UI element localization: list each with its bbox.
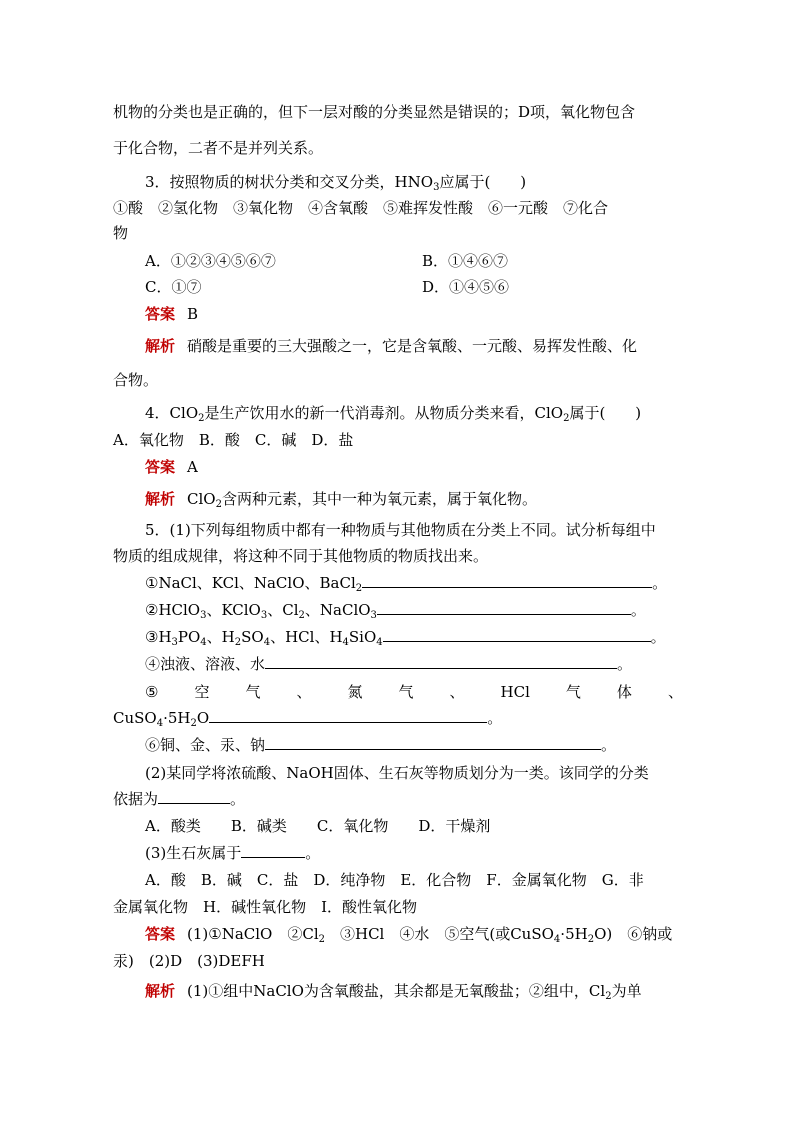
- q5-part-2-line-2: 依据为 。: [113, 790, 246, 808]
- q5-stem-line-2: 物质的组成规律，将这种不同于其他物质的物质找出来。: [113, 547, 489, 565]
- q3-answer: 答案 B: [145, 305, 199, 323]
- answer-blank[interactable]: [265, 735, 601, 750]
- token: 气: [245, 683, 261, 701]
- q3-options-row-1: [145, 251, 683, 271]
- token: ⑤: [145, 683, 159, 701]
- answer-blank[interactable]: [377, 600, 631, 615]
- token: 、: [449, 683, 465, 701]
- q5-stem-line-1: 5．(1)下列每组物质中都有一种物质与其他物质在分类上不同。试分析每组中: [145, 521, 656, 539]
- q5-part-3-options-line-2: 金属氧化物 H．碱性氧化物 I．酸性氧化物: [113, 898, 418, 916]
- token: 氮: [347, 683, 363, 701]
- q3-items-line-2: 物: [113, 224, 129, 242]
- q3-options-row-2: [145, 277, 683, 297]
- q3-analysis-line-1: 解析 硝酸是重要的三大强酸之一，它是含氧酸、一元酸、易挥发性酸、化: [145, 337, 638, 355]
- q5-group-3: $③H_3PO_4$、$H_2SO_4$、HCl、$H_4SiO_4$ 。: [145, 628, 666, 648]
- answer-blank[interactable]: [265, 654, 617, 669]
- token: 体: [616, 683, 632, 701]
- answer-blank[interactable]: [209, 708, 487, 723]
- q5-group-2: ②HClO$_3$、KClO$_3$、$Cl_2$、NaClO$_3$ 。: [145, 601, 646, 621]
- q5-answer-line-1: 答案 (1)①NaClO $②Cl_2$ ③HCl ④水 ⑤空气(或$CuSO_4\cdot 5H_2O$) ⑥钠或: [145, 925, 673, 945]
- q3-option-c: C．①⑦: [145, 278, 202, 296]
- q5-group-4: ④浊液、溶液、水 。: [145, 655, 633, 673]
- q5-part-3-options-line-1: A．酸 B．碱 C．盐 D．纯净物 E．化合物 F．金属氧化物 G．非: [145, 871, 644, 889]
- q3-option-d: D．①④⑤⑥: [422, 278, 510, 296]
- q3-option-b: B．①④⑥⑦: [422, 252, 509, 270]
- q4-answer: 答案 A: [145, 458, 198, 476]
- answer-blank[interactable]: [158, 789, 230, 804]
- q4-options: A．氧化物 B．酸 C．碱 D．盐: [113, 431, 354, 449]
- q5-analysis-line-1: 解析 (1)①组中NaClO为含氧酸盐，其余都是无氧酸盐；②组中，$Cl_2$为单: [145, 982, 642, 1002]
- token: 气: [565, 683, 581, 701]
- token: 、: [296, 683, 312, 701]
- answer-blank[interactable]: [241, 843, 305, 858]
- q3-option-a: A．①②③④⑤⑥⑦: [145, 252, 276, 270]
- q5-group-1: ①NaCl、KCl、NaClO、BaCl$_2$ 。: [145, 574, 668, 594]
- q3-stem: 3．按照物质的树状分类和交叉分类，$HNO_3$应属于( ): [145, 173, 527, 193]
- q5-part-2-options: A．酸类 B．碱类 C．氧化物 D．干燥剂: [145, 817, 491, 835]
- q3-items-line-1: ①酸 ②氢化物 ③氧化物 ④含氧酸 ⑤难挥发性酸 ⑥一元酸 ⑦化合: [113, 199, 609, 217]
- q5-group-5-line-2: $CuSO_4\cdot 5H_2O$ 。: [113, 709, 503, 729]
- q5-group-5-line-1: [145, 682, 683, 702]
- q5-part-3-stem: (3)生石灰属于 。: [145, 844, 321, 862]
- token: HCl: [500, 683, 530, 701]
- q5-answer-line-2: 汞) (2)D (3)DEFH: [113, 952, 265, 970]
- q5-part-2-line-1: (2)某同学将浓硫酸、NaOH固体、生石灰等物质划分为一类。该同学的分类: [145, 764, 649, 782]
- q3-analysis-line-2: 合物。: [113, 371, 159, 389]
- q4-stem: 4．ClO$_2$是生产饮用水的新一代消毒剂。从物质分类来看，ClO$_2$属于( ): [145, 404, 642, 424]
- token: 空: [194, 683, 210, 701]
- token: 、: [667, 683, 683, 701]
- intro-line-2: 于化合物，二者不是并列关系。: [113, 139, 324, 157]
- answer-blank[interactable]: [383, 627, 651, 642]
- q4-analysis: 解析 ClO$_2$含两种元素，其中一种为氧元素，属于氧化物。: [145, 490, 537, 510]
- intro-line-1: 机物的分类也是正确的，但下一层对酸的分类显然是错误的；D项，氧化物包含: [113, 103, 636, 121]
- answer-blank[interactable]: [362, 573, 652, 588]
- q5-group-6: ⑥铜、金、汞、钠 。: [145, 736, 617, 754]
- token: 气: [398, 683, 414, 701]
